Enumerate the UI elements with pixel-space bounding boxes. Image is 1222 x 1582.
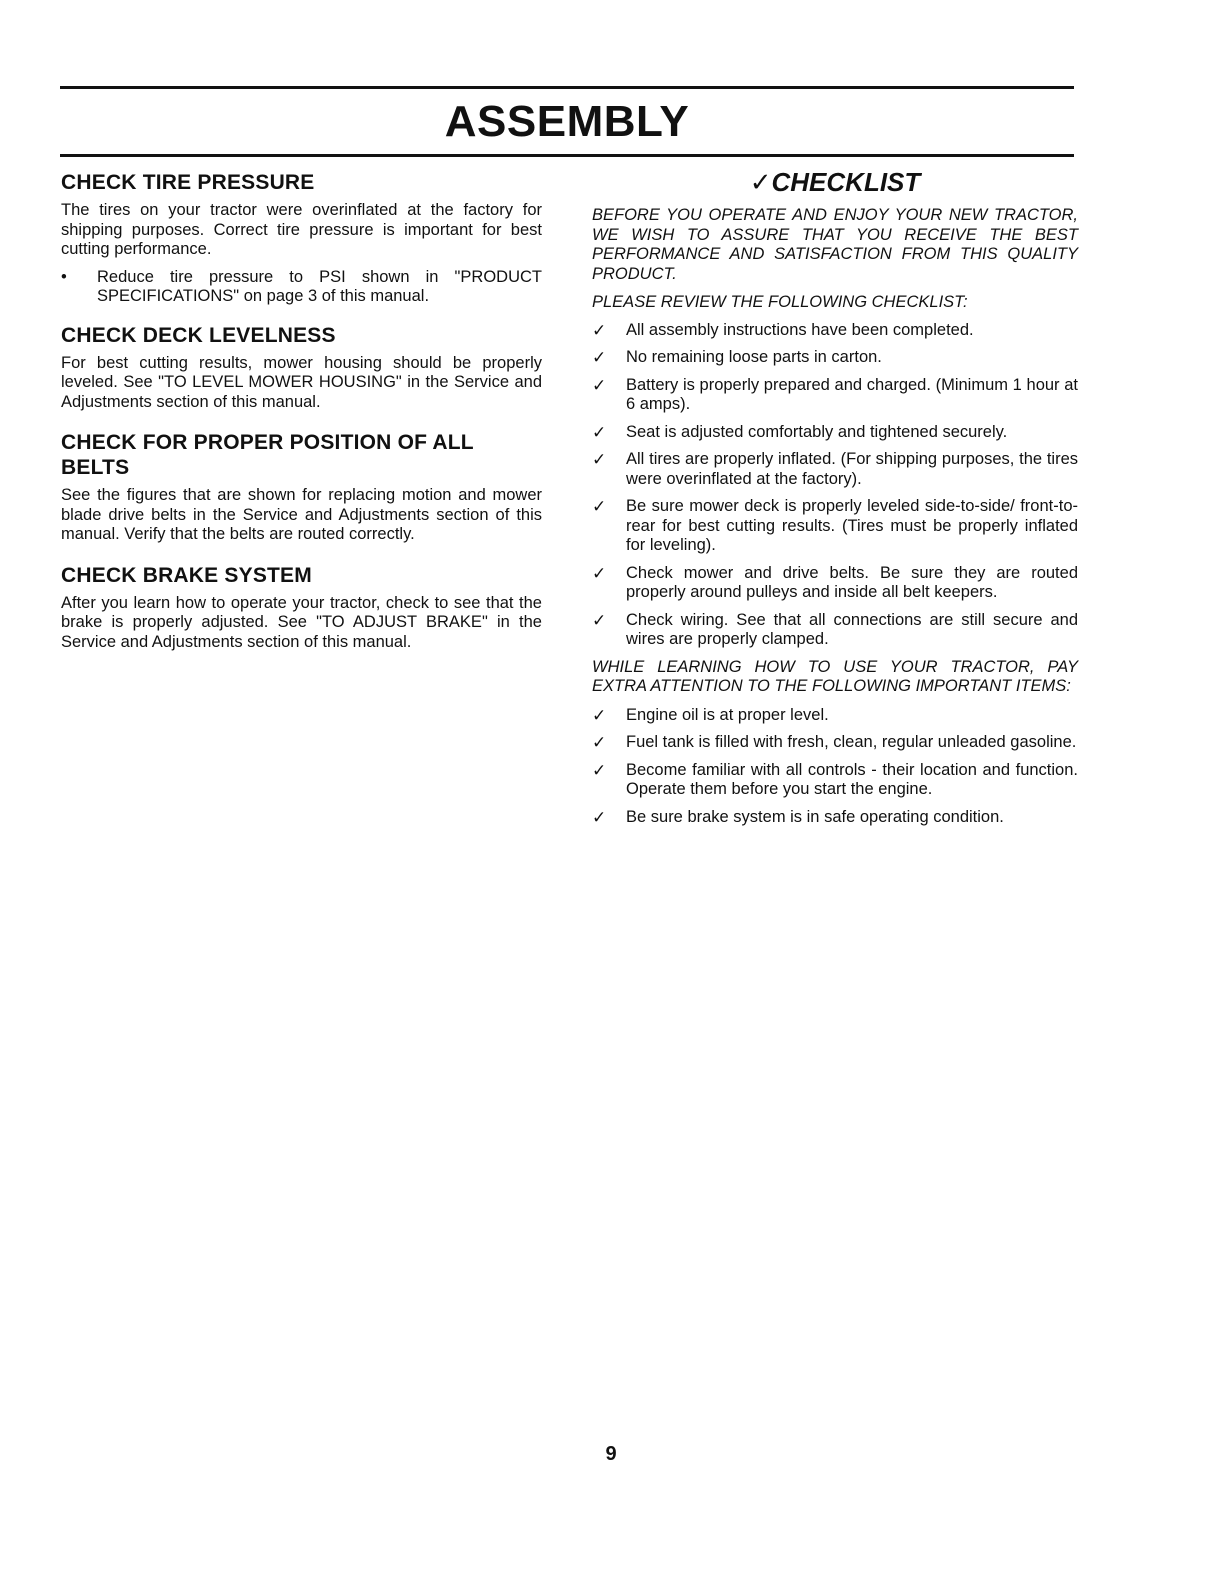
checklist-item (592, 321, 1078, 341)
page-title: ASSEMBLY (444, 97, 690, 146)
checklist-item-text: No remaining loose parts in carton. (626, 348, 882, 366)
checkmark-icon: ✓ (592, 733, 607, 752)
checklist-item (592, 376, 1078, 415)
learning-item-text: Be sure brake system is in safe operating condition. (626, 807, 1004, 826)
deck-levelness-text: For best cutting results, mower housing should be properly leveled. See "TO LEVEL MOWER HOUSING" in the Service and Adjustments section of this manual. (61, 353, 542, 411)
checklist-title-text: CHECKLIST (771, 167, 921, 197)
checkmark-icon: ✓ (592, 760, 607, 780)
brake-system-text: After you learn how to operate your tractor, check to see that the brake is properly adjusted. See "TO ADJUST BRAKE" in the Service and Adjustments section of this manual. (61, 593, 542, 651)
checkmark-icon: ✓ (592, 497, 607, 516)
checkmark-icon: ✓ (592, 422, 607, 442)
checklist-column (592, 168, 1078, 835)
learning-item-text: Fuel tank is filled with fresh, clean, regular unleaded gasoline. (626, 733, 1077, 751)
tire-pressure-bullets (61, 268, 542, 307)
learning-item-text: Become familiar with all controls - their location and function. Operate them before you start the engine. (626, 760, 1078, 798)
top-rule (60, 86, 1074, 89)
checklist-intro: BEFORE YOU OPERATE AND ENJOY YOUR NEW TRACTOR, WE WISH TO ASSURE THAT YOU RECEIVE THE BEST PERFORMANCE AND SATISFACTION FROM THIS QUALITY PRODUCT. (592, 206, 1078, 283)
bullet-text: Reduce tire pressure to PSI shown in "PRODUCT SPECIFICATIONS" on page 3 of this manual. (97, 267, 542, 305)
checkmark-icon: ✓ (592, 705, 607, 725)
checklist-title (592, 168, 1078, 196)
checklist-review-prompt: PLEASE REVIEW THE FOLLOWING CHECKLIST: (592, 293, 968, 311)
brake-system-heading: CHECK BRAKE SYSTEM (61, 563, 312, 587)
checklist-item-text: Battery is properly prepared and charged. (Minimum 1 hour at 6 amps). (626, 375, 1078, 413)
brake-system-section (61, 563, 542, 653)
checkmark-icon: ✓ (592, 807, 607, 827)
learning-item (592, 706, 1078, 726)
checkmark-icon: ✓ (592, 610, 607, 630)
checklist-items (592, 321, 1078, 650)
checklist-item-text: All tires are properly inflated. (For shipping purposes, the tires were overinflated at the factory). (626, 450, 1078, 488)
bullet-icon: • (61, 267, 67, 286)
checklist-item (592, 423, 1078, 443)
learning-prompt: WHILE LEARNING HOW TO USE YOUR TRACTOR, PAY EXTRA ATTENTION TO THE FOLLOWING IMPORTANT ITEMS: (592, 657, 1078, 695)
checkmark-icon: ✓ (592, 320, 607, 340)
checklist-item (592, 611, 1078, 650)
tire-pressure-section (61, 170, 542, 307)
checklist-item-text: Check wiring. See that all connections are still secure and wires are properly clamped. (626, 610, 1078, 648)
checklist-item (592, 497, 1078, 556)
learning-item-text: Engine oil is at proper level. (626, 705, 829, 724)
tire-pressure-heading: CHECK TIRE PRESSURE (61, 171, 315, 194)
left-column (61, 170, 542, 666)
checklist-item-text: Be sure mower deck is properly leveled side-to-side/ front-to-rear for best cutting results. (Tires must be properly inflated for leveling). (626, 497, 1078, 554)
checklist-item-text: All assembly instructions have been completed. (626, 320, 974, 339)
belts-heading: CHECK FOR PROPER POSITION OF ALL BELTS (61, 431, 474, 479)
learning-items (592, 706, 1078, 828)
checkmark-icon: ✓ (592, 375, 607, 395)
learning-item (592, 733, 1078, 753)
checklist-item (592, 564, 1078, 603)
bullet-item (61, 268, 542, 307)
checkmark-icon: ✓ (749, 167, 772, 197)
belts-section (61, 430, 542, 545)
checklist-item (592, 450, 1078, 489)
page-number: 9 (605, 1443, 617, 1465)
learning-item (592, 808, 1078, 828)
deck-levelness-heading: CHECK DECK LEVELNESS (61, 323, 336, 347)
checklist-item-text: Seat is adjusted comfortably and tightened securely. (626, 422, 1008, 441)
checkmark-icon: ✓ (592, 450, 607, 469)
deck-levelness-section (61, 323, 542, 413)
tire-pressure-text: The tires on your tractor were overinflated at the factory for shipping purposes. Correct tire pressure is important for best cutting performance. (61, 201, 542, 258)
checkmark-icon: ✓ (592, 563, 607, 583)
title-underline-rule (60, 154, 1074, 157)
belts-text: See the figures that are shown for replacing motion and mower blade drive belts in the Service and Adjustments section of this manual. Verify that the belts are routed correctly. (61, 486, 542, 543)
checklist-item (592, 348, 1078, 368)
checkmark-icon: ✓ (592, 348, 607, 367)
checklist-item-text: Check mower and drive belts. Be sure they are routed properly around pulleys and inside all belt keepers. (626, 563, 1078, 601)
learning-item (592, 761, 1078, 800)
